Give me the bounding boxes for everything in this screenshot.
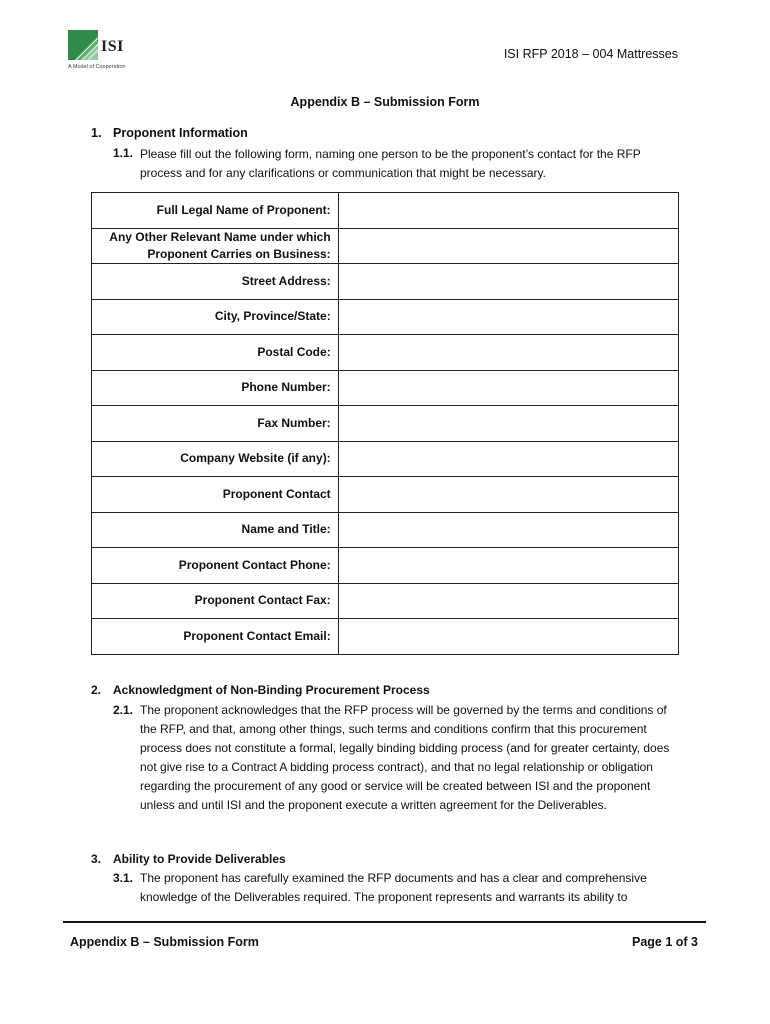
form-field-label: Proponent Contact Fax:	[92, 583, 339, 619]
form-field-input[interactable]	[338, 228, 678, 264]
section-1-heading	[91, 126, 248, 140]
form-row	[92, 548, 679, 584]
form-field-label: Company Website (if any):	[92, 441, 339, 477]
section-3-heading	[91, 852, 286, 866]
proponent-info-table	[91, 192, 679, 655]
logo-mark-icon	[68, 30, 98, 60]
page-title: Appendix B – Submission Form	[290, 95, 480, 109]
section-title: Acknowledgment of Non-Binding Procurement Process	[113, 683, 430, 697]
form-field-label: Any Other Relevant Name under which Proponent Carries on Business:	[92, 228, 339, 264]
form-row	[92, 193, 679, 229]
section-2-heading	[91, 683, 430, 697]
form-field-input[interactable]	[338, 193, 678, 229]
section-title: Proponent Information	[113, 126, 248, 140]
form-field-input[interactable]	[338, 512, 678, 548]
subsection-number: 2.1.	[113, 703, 134, 717]
form-field-label: Proponent Contact Email:	[92, 619, 339, 655]
section-number: 1.	[91, 126, 102, 140]
form-field-input[interactable]	[338, 264, 678, 300]
section-title: Ability to Provide Deliverables	[113, 852, 286, 866]
form-field-input[interactable]	[338, 370, 678, 406]
form-row	[92, 512, 679, 548]
form-row	[92, 370, 679, 406]
form-field-input[interactable]	[338, 299, 678, 335]
form-field-label: Name and Title:	[92, 512, 339, 548]
form-row	[92, 477, 679, 513]
form-field-label: City, Province/State:	[92, 299, 339, 335]
form-field-label: Full Legal Name of Proponent:	[92, 193, 339, 229]
form-field-input[interactable]	[338, 441, 678, 477]
section-number: 2.	[91, 683, 102, 697]
form-field-input[interactable]	[338, 335, 678, 371]
form-field-input[interactable]	[338, 406, 678, 442]
logo-text: ISI	[101, 38, 124, 55]
form-row	[92, 264, 679, 300]
form-field-label: Proponent Contact	[92, 477, 339, 513]
form-row	[92, 335, 679, 371]
form-field-label: Street Address:	[92, 264, 339, 300]
form-field-label: Proponent Contact Phone:	[92, 548, 339, 584]
form-row	[92, 619, 679, 655]
page-number: Page 1 of 3	[632, 935, 698, 949]
form-field-input[interactable]	[338, 619, 678, 655]
form-row	[92, 228, 679, 264]
subsection-number: 1.1.	[113, 146, 134, 160]
isi-logo	[68, 30, 138, 74]
subsection-text: The proponent acknowledges that the RFP process will be governed by the terms and conditions of the RFP, and that, among other things, such terms and conditions confirm that this procurement process does not constitute a formal, legally binding bidding process (and for greater certainty, does not give rise to a Contract A bidding process contract), and that no legal relationship or obligation regarding the procurement of any good or service will be created between ISI and the proponent unless and until ISI and the proponent execute a written agreement for the Deliverables.	[140, 703, 670, 812]
footer-title: Appendix B – Submission Form	[70, 935, 259, 949]
form-row	[92, 299, 679, 335]
document-reference: ISI RFP 2018 – 004 Mattresses	[503, 47, 678, 61]
logo-tagline: A Model of Cooperation	[68, 64, 126, 70]
form-row	[92, 406, 679, 442]
form-row	[92, 441, 679, 477]
form-field-label: Fax Number:	[92, 406, 339, 442]
form-field-input[interactable]	[338, 583, 678, 619]
form-field-label: Phone Number:	[92, 370, 339, 406]
form-field-input[interactable]	[338, 548, 678, 584]
form-field-input[interactable]	[338, 477, 678, 513]
subsection-number: 3.1.	[113, 871, 134, 885]
section-number: 3.	[91, 852, 102, 866]
subsection-text: The proponent has carefully examined the RFP documents and has a clear and comprehensive knowledge of the Deliverables required. The proponent represents and warrants its ability to	[140, 871, 647, 904]
subsection-text: Please fill out the following form, naming one person to be the proponent’s contact for the RFP process and for any clarifications or communication that might be necessary.	[140, 147, 641, 180]
footer-divider	[63, 921, 706, 923]
form-field-label: Postal Code:	[92, 335, 339, 371]
form-row	[92, 583, 679, 619]
